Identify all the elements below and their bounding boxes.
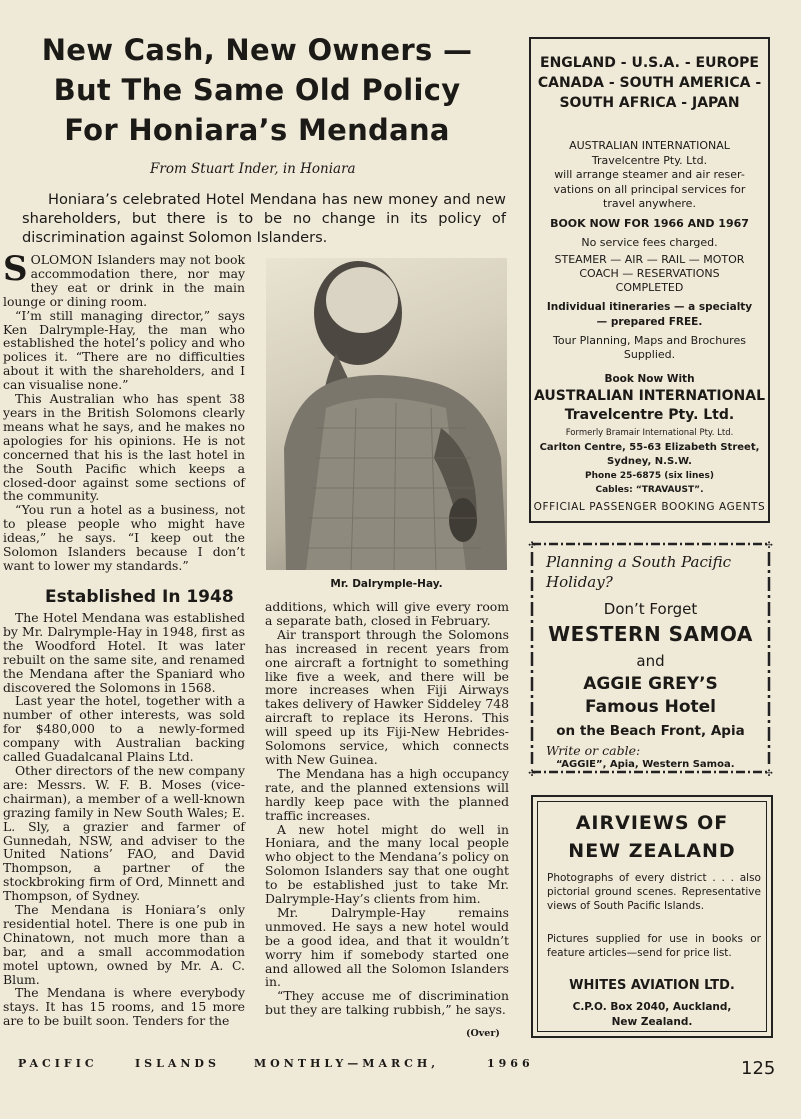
planning-line: Planning a South Pacific: [546, 553, 732, 571]
airviews-ad: [531, 795, 773, 1038]
paragraph: SOLOMON Islanders may not book accommodation there, nor may they eat or drink in the main lounge or dining room.: [3, 249, 245, 309]
paragraph: Air transport through the Solomons has increased in recent years from one aircraft a fortnight to something like five a week, and there will be more increases when Fiji Airways takes delivery of Hawker Siddeley 748 aircraft to replace its Herons. This will speed up its Fiji-New Hebrides-Solomons service, which connects with New Guinea.: [265, 626, 509, 767]
headline: [22, 30, 492, 150]
headline-line-3: For Honiara’s Mendana: [64, 113, 450, 147]
destinations-line: SOUTH AFRICA - JAPAN: [559, 95, 740, 111]
article-column-1: [3, 249, 245, 573]
hotel-name: AGGIE GREY’S: [583, 674, 718, 694]
travelcentre-ad: [529, 37, 770, 523]
headline-line-1: New Cash, New Owners —: [41, 33, 473, 67]
article-column-2: [265, 600, 509, 1017]
paragraph: The Mendana is Honiara’s only residential hotel. There is one pub in Chinatown, not much more than a bar, and a small accommodation motel uptown, owned by Mr. A. C. Blum.: [3, 902, 245, 987]
svg-text:✣: ✣: [528, 769, 536, 776]
over-marker: (Over): [466, 1028, 500, 1039]
dont-forget: Don’t Forget: [603, 600, 698, 618]
modes-line: COACH — RESERVATIONS: [579, 267, 720, 280]
cables-line: Cables: “TRAVAUST”.: [595, 485, 704, 495]
page-number: 125: [741, 1058, 776, 1079]
paragraph: “They accuse me of discrimination but they are talking rubbish,” he says.: [265, 988, 509, 1018]
intro-line: vations on all principal services for: [553, 182, 746, 196]
formerly-line: Formerly Bramair International Pty. Ltd.: [565, 428, 734, 438]
svg-text:✣: ✣: [765, 541, 773, 551]
paragraph: additions, which will give every room a separate bath, closed in February.: [265, 599, 509, 628]
intro-line: travel anywhere.: [603, 197, 696, 210]
itineraries-line: Individual itineraries — a specialty: [546, 301, 753, 313]
paragraph: A new hotel might do well in Honiara, and the many local people who object to the Mendana’s policy on Solomon Islanders say that one ought to be established just to take Mr. Dalrymple-Hay’s clients from him.: [265, 821, 509, 907]
ad-title: AIRVIEWS OF: [575, 812, 729, 834]
modes-line: STEAMER — AIR — RAIL — MOTOR: [554, 253, 745, 266]
ad-company: WHITES AVIATION LTD.: [569, 978, 735, 993]
svg-text:✣: ✣: [765, 769, 773, 776]
hotel-name: Famous Hotel: [584, 697, 716, 717]
company-name: Travelcentre Pty. Ltd.: [564, 407, 735, 423]
cable-address: “AGGIE”, Apia, Western Samoa.: [556, 759, 735, 770]
and-word: and: [636, 652, 665, 670]
address-line: Carlton Centre, 55-63 Elizabeth Street,: [539, 442, 760, 453]
headline-line-2: But The Same Old Policy: [53, 73, 461, 107]
intro-line: AUSTRALIAN INTERNATIONAL: [569, 139, 730, 152]
article-column-1b: [3, 611, 245, 1028]
portrait-photo: [266, 258, 507, 570]
paragraph: Mr. Dalrymple-Hay remains unmoved. He says a new hotel would be a good idea, and that it wouldn’t worry him if somebody started one and allowed all the Solomon Islanders in.: [265, 904, 509, 990]
paragraph: Last year the hotel, together with a number of other interests, was sold for $480,000 to a newly-formed company with Australian backing called Guadalcanal Plains Ltd.: [3, 693, 245, 765]
destinations-line: ENGLAND - U.S.A. - EUROPE: [540, 55, 759, 71]
tours-line: Supplied.: [623, 348, 676, 361]
footer-islands: ISLANDS: [135, 1057, 220, 1070]
book-now-line: BOOK NOW FOR 1966 AND 1967: [550, 217, 749, 230]
ad-address: C.P.O. Box 2040, Auckland,: [572, 1001, 732, 1013]
standfirst: Honiara’s celebrated Hotel Mendana has new money and new shareholders, but there is to be no change in its policy of discrimination against Solomon Islanders.: [22, 191, 506, 246]
ad-body-2: Pictures supplied for use in books or feature articles—send for price list.: [547, 933, 761, 959]
paragraph: “You run a hotel as a business, not to please people who might have ideas,” he says. “I keep out the Solomon Islanders because I don’t want to lower my standards.”: [3, 502, 245, 573]
intro-line: will arrange steamer and air reser-: [554, 168, 745, 181]
no-fees-line: No service fees charged.: [581, 236, 718, 249]
ad-title: NEW ZEALAND: [568, 840, 736, 862]
ad-body-1: Photographs of every district . . . also pictorial ground scenes. Representative views of South Pacific Islands.: [547, 872, 761, 912]
book-with-line: Book Now With: [604, 373, 695, 385]
aggie-greys-ad: [528, 540, 773, 776]
itineraries-line: — prepared FREE.: [596, 315, 703, 328]
byline: From Stuart Inder, in Honiara: [150, 161, 356, 177]
tours-line: Tour Planning, Maps and Brochures: [553, 334, 746, 347]
address-line: Sydney, N.S.W.: [607, 456, 692, 467]
footer-pacific: PACIFIC: [18, 1057, 98, 1070]
paragraph: The Mendana is where everybody stays. It has 15 rooms, and 15 more are to be built soon. Tenders for the: [3, 985, 245, 1029]
paragraph: Other directors of the new company are: Messrs. W. F. B. Moses (vice-chairman), a member of a well-known grazing family in New South Wales; E. L. Sly, a grazier and farmer of Gunnedah, NSW, and adviser to the United Nations’ FAO, and David Thompson, a partner of the stockbroking firm of Ord, Minnett and Thompson, of Sydney.: [3, 762, 245, 904]
svg-text:✣: ✣: [528, 541, 536, 551]
paragraph: The Mendana has a high occupancy rate, and the planned extensions will hardly keep pace with the planned traffic increases.: [265, 765, 509, 823]
paragraph: This Australian who has spent 38 years in the British Solomons clearly means what he says, and he makes no apologies for his opinions. He is not concerned that his is the last hotel in the South Pacific which keeps a closed-door against some sections of the community.: [3, 391, 245, 504]
official-line: OFFICIAL PASSENGER BOOKING AGENTS: [533, 501, 766, 513]
write-line: Write or cable:: [546, 743, 641, 758]
section-subhead: Established In 1948: [45, 587, 234, 607]
company-name: AUSTRALIAN INTERNATIONAL: [534, 388, 765, 404]
footer-monthly: MONTHLY—MARCH,: [254, 1057, 440, 1070]
hotel-location: on the Beach Front, Apia: [556, 723, 745, 739]
paragraph: “I’m still managing director,” says Ken Dalrymple-Hay, the man who established the hotel’s policy and who polices it. “There are no difficulties about it with the shareholders, and I can visualise none.”: [3, 307, 245, 393]
photo-caption: Mr. Dalrymple-Hay.: [330, 578, 443, 590]
ad-address: New Zealand.: [611, 1016, 693, 1028]
phone-line: Phone 25-6875 (six lines): [585, 471, 714, 481]
footer-year: 1966: [487, 1057, 534, 1070]
intro-line: Travelcentre Pty. Ltd.: [591, 153, 708, 167]
drop-cap: S: [3, 249, 28, 289]
paragraph: The Hotel Mendana was established by Mr. Dalrymple-Hay in 1948, first as the Woodford Hotel. It was later rebuilt on the same site, and renamed the Mendana after the Spaniard who discovered the Solomons in 1568.: [3, 610, 245, 695]
modes-line: COMPLETED: [615, 281, 684, 294]
western-samoa: WESTERN SAMOA: [548, 622, 753, 646]
destinations-line: CANADA - SOUTH AMERICA -: [537, 75, 762, 91]
planning-line: Holiday?: [546, 573, 613, 591]
